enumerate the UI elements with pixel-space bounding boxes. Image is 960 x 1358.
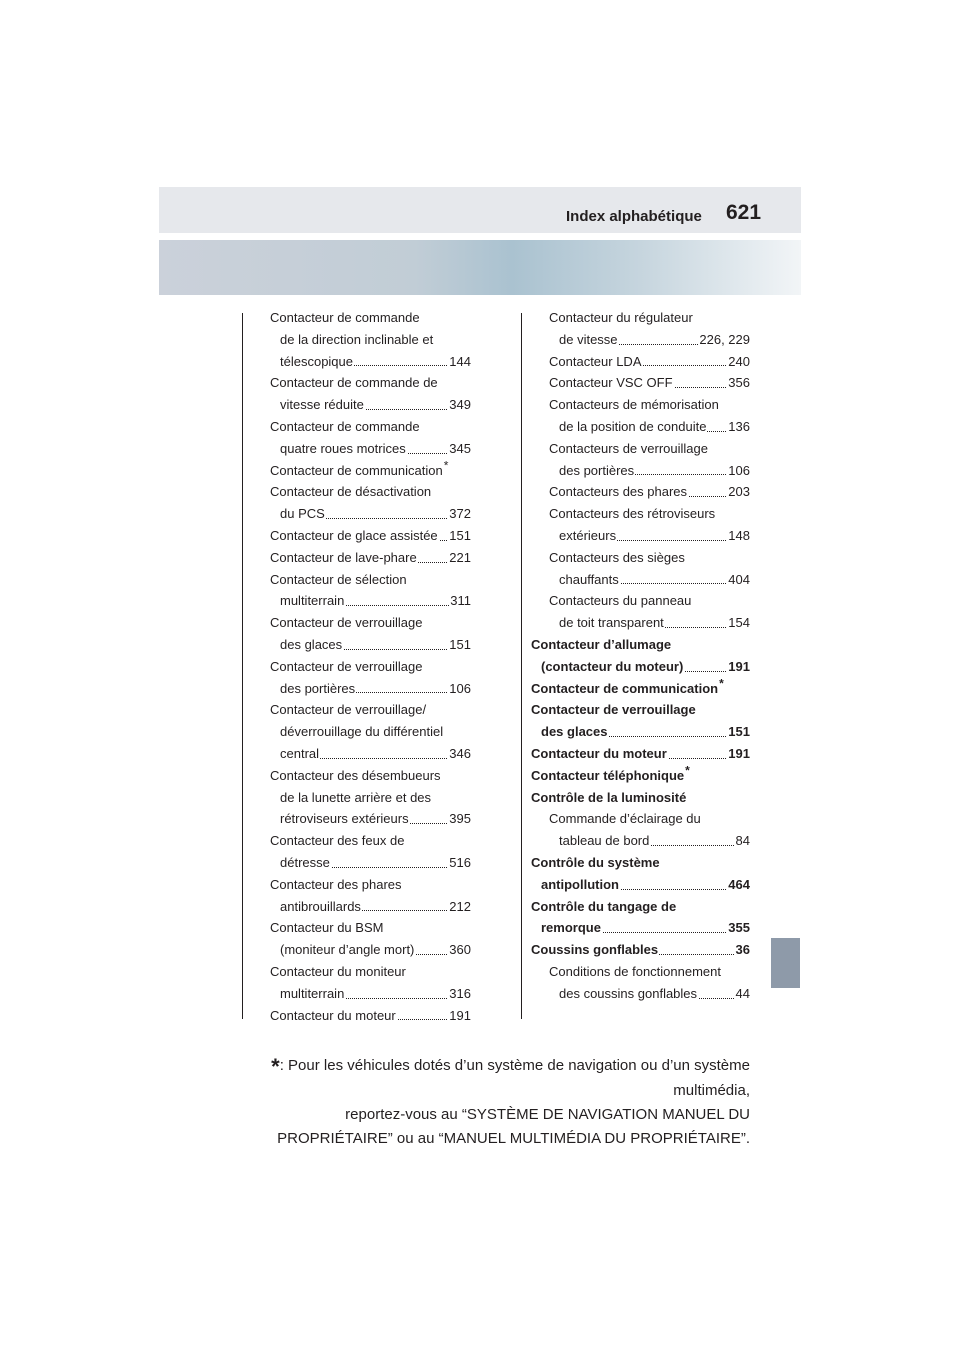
index-entry <box>531 307 750 351</box>
index-term: central <box>280 745 320 761</box>
index-term: de la position de conduite <box>559 418 707 434</box>
index-term: détresse <box>280 854 330 870</box>
index-entry <box>270 481 471 525</box>
index-term: Contacteur du BSM <box>270 920 384 936</box>
page-reference: 212 <box>448 896 471 918</box>
page-reference: 464 <box>727 874 750 896</box>
footnote-line-2: reportez-vous au “SYSTÈME DE NAVIGATION MANUEL DU <box>345 1106 750 1123</box>
page-reference: 36 <box>735 939 750 961</box>
index-term: Contacteur d’allumage <box>531 636 672 652</box>
index-entry-line <box>270 808 471 830</box>
index-entry-line <box>270 896 471 918</box>
index-term: multiterrain <box>280 985 345 1001</box>
index-term: des portières <box>559 462 635 478</box>
index-entry <box>270 699 471 764</box>
index-entry <box>270 460 471 482</box>
index-entry-line <box>270 699 471 721</box>
footnote-marker: * <box>719 676 724 691</box>
index-term: quatre roues motrices <box>280 440 406 456</box>
page-reference: 372 <box>448 503 471 525</box>
index-term: Contrôle de la luminosité <box>531 789 687 805</box>
page-reference: 144 <box>448 351 471 373</box>
index-entry-line <box>531 503 750 525</box>
index-entry <box>270 656 471 700</box>
index-entry-line <box>270 438 471 460</box>
page-reference: 151 <box>727 721 750 743</box>
index-entry <box>531 481 750 503</box>
index-entry-line <box>531 678 750 700</box>
index-term: Contacteur de verrouillage/ <box>270 702 427 718</box>
index-entry <box>270 961 471 1005</box>
index-term: Contacteur LDA <box>549 353 642 369</box>
index-term: rétroviseurs extérieurs <box>280 811 409 827</box>
index-entry-line <box>270 372 471 394</box>
index-term: de la direction inclinable et <box>280 331 434 347</box>
index-entry <box>270 307 471 372</box>
index-entry <box>531 547 750 591</box>
index-term: de vitesse <box>559 331 618 347</box>
index-entry-line <box>531 372 750 394</box>
page-reference: 191 <box>448 1005 471 1027</box>
index-entry <box>270 547 471 569</box>
index-entry-line <box>270 416 471 438</box>
page-reference: 311 <box>449 590 471 612</box>
index-entry-line <box>270 678 471 700</box>
page-reference: 346 <box>448 743 471 765</box>
index-entry-line <box>531 438 750 460</box>
index-entry-line <box>531 351 750 373</box>
index-left-column <box>270 307 471 1026</box>
index-entry <box>531 438 750 482</box>
index-term: Contacteur de verrouillage <box>270 615 423 631</box>
index-entry-line <box>270 852 471 874</box>
index-entry-line <box>270 547 471 569</box>
page-reference: 395 <box>448 808 471 830</box>
index-term: (moniteur d’angle mort) <box>280 942 415 958</box>
index-entry-line <box>531 612 750 634</box>
footnote <box>220 1054 750 1151</box>
index-entry-line <box>531 721 750 743</box>
index-term: antibrouillards <box>280 898 361 914</box>
index-term: des glaces <box>541 724 608 740</box>
index-entry <box>531 787 750 809</box>
index-entry-line <box>270 351 471 373</box>
index-entry-line <box>531 416 750 438</box>
index-entry-line <box>531 329 750 351</box>
section-tab <box>771 938 800 988</box>
index-entry <box>270 416 471 460</box>
index-term: des coussins gonflables <box>559 985 698 1001</box>
index-term: des glaces <box>280 636 343 652</box>
index-entry-line <box>270 460 471 482</box>
page-reference: 203 <box>727 481 750 503</box>
footnote-line-3: PROPRIÉTAIRE” ou au “MANUEL MULTIMÉDIA DU PROPRIÉTAIRE”. <box>277 1130 750 1147</box>
index-term: Contacteur VSC OFF <box>549 375 673 391</box>
index-entry-line <box>270 612 471 634</box>
index-term: Contacteur de communication <box>270 462 443 478</box>
index-entry-line <box>531 961 750 983</box>
index-term: extérieurs <box>559 527 617 543</box>
page-reference: 106 <box>727 460 750 482</box>
index-entry-line <box>270 590 471 612</box>
right-column-rule <box>521 313 522 1019</box>
index-term: chauffants <box>559 571 619 587</box>
page-reference: 148 <box>727 525 750 547</box>
index-term: Contrôle du système <box>531 854 660 870</box>
index-term: Contacteur de glace assistée <box>270 527 438 543</box>
index-entry-line <box>531 983 750 1005</box>
index-entry-line <box>531 634 750 656</box>
page-reference: 151 <box>448 634 471 656</box>
header-gradient-band <box>159 240 801 295</box>
index-term: Contacteur du moteur <box>531 745 667 761</box>
page-reference: 191 <box>727 656 750 678</box>
index-entry <box>270 1005 471 1027</box>
index-entry-line <box>531 590 750 612</box>
page-reference: 136 <box>727 416 750 438</box>
index-entry-line <box>531 765 750 787</box>
page-reference: 345 <box>448 438 471 460</box>
index-entry-line <box>531 917 750 939</box>
index-term: Contacteur de lave-phare <box>270 549 417 565</box>
index-entry-line <box>270 743 471 765</box>
index-entry-line <box>531 874 750 896</box>
index-entry <box>531 394 750 438</box>
index-entry-line <box>270 307 471 329</box>
index-entry-line <box>531 852 750 874</box>
index-term: Contacteur des phares <box>270 876 402 892</box>
index-entry-line <box>531 481 750 503</box>
page-reference: 356 <box>727 372 750 394</box>
index-entry <box>270 612 471 656</box>
index-term: Contacteur téléphonique <box>531 767 685 783</box>
index-entry <box>531 634 750 678</box>
index-term: antipollution <box>541 876 619 892</box>
index-entry <box>531 765 750 787</box>
footnote-marker: * <box>685 763 690 778</box>
index-entry-line <box>531 307 750 329</box>
index-entry <box>531 503 750 547</box>
index-entry-line <box>270 525 471 547</box>
index-entry-line <box>531 460 750 482</box>
index-term: Contacteurs de verrouillage <box>549 440 708 456</box>
index-term: Contacteur de verrouillage <box>270 658 423 674</box>
index-term: Contacteur du régulateur <box>549 310 693 325</box>
index-term: Contacteur de sélection <box>270 571 407 587</box>
index-term: des portières <box>280 680 356 696</box>
index-entry-line <box>531 808 750 830</box>
page-reference: 349 <box>448 394 471 416</box>
index-entry-line <box>270 503 471 525</box>
index-entry-line <box>531 569 750 591</box>
index-entry-line <box>531 525 750 547</box>
index-term: télescopique <box>280 353 353 369</box>
index-entry-line <box>531 547 750 569</box>
index-term: Contacteur de commande <box>270 310 420 325</box>
index-entry-line <box>270 1005 471 1027</box>
index-entry <box>531 896 750 940</box>
index-term: Contacteurs des sièges <box>549 549 685 565</box>
page-reference: 226, 229 <box>698 329 750 351</box>
index-term: déverrouillage du différentiel <box>280 724 444 740</box>
index-entry-line <box>531 656 750 678</box>
index-entry <box>270 765 471 830</box>
page-title: Index alphabétique <box>566 208 702 225</box>
index-entry-line <box>270 939 471 961</box>
index-term: du PCS <box>280 506 325 522</box>
index-entry <box>531 678 750 700</box>
page-reference: 44 <box>735 983 750 1005</box>
index-entry-line <box>531 743 750 765</box>
index-entry <box>531 808 750 852</box>
page-reference: 316 <box>448 983 471 1005</box>
index-entry-line <box>270 394 471 416</box>
page-reference: 516 <box>448 852 471 874</box>
index-entry <box>531 743 750 765</box>
index-term: Contacteurs des phares <box>549 484 688 500</box>
index-term: Contacteur du moteur <box>270 1007 396 1023</box>
index-entry <box>531 351 750 373</box>
index-entry-line <box>270 874 471 896</box>
index-entry <box>531 939 750 961</box>
page-reference: 404 <box>727 569 750 591</box>
index-entry <box>270 525 471 547</box>
index-term: Contacteur de verrouillage <box>531 702 696 718</box>
index-entry-line <box>270 787 471 809</box>
index-term: Contacteur de communication <box>531 680 719 696</box>
index-entry-line <box>531 394 750 416</box>
index-term: Contacteurs de mémorisation <box>549 397 719 413</box>
index-entry <box>270 569 471 613</box>
index-term: multiterrain <box>280 593 345 609</box>
index-entry <box>531 961 750 1005</box>
index-term: de toit transparent <box>559 615 664 631</box>
index-entry <box>270 917 471 961</box>
page-number: 621 <box>726 201 762 224</box>
index-entry <box>531 699 750 743</box>
index-entry <box>270 874 471 918</box>
page-reference: 355 <box>727 917 750 939</box>
index-entry-line <box>270 765 471 787</box>
index-right-column <box>531 307 750 1005</box>
index-entry <box>270 372 471 416</box>
index-entry <box>531 372 750 394</box>
index-entry-line <box>270 721 471 743</box>
index-entry-line <box>270 656 471 678</box>
page-reference: 151 <box>448 525 471 547</box>
index-term: de la lunette arrière et des <box>280 789 432 805</box>
index-entry-line <box>531 830 750 852</box>
index-entry-line <box>270 569 471 591</box>
index-entry <box>270 830 471 874</box>
index-entry-line <box>270 917 471 939</box>
page-reference: 221 <box>448 547 471 569</box>
index-entry-line <box>531 699 750 721</box>
index-term: Contacteur de commande <box>270 418 420 434</box>
page-reference: 106 <box>448 678 471 700</box>
index-term: Coussins gonflables <box>531 942 659 958</box>
index-entry <box>531 590 750 634</box>
page-reference: 154 <box>727 612 750 634</box>
footnote-star: * <box>271 1054 280 1079</box>
index-term: (contacteur du moteur) <box>541 658 684 674</box>
index-term: Contacteur de commande de <box>270 375 438 391</box>
index-entry-line <box>270 961 471 983</box>
header-bar <box>159 187 801 233</box>
index-entry-line <box>270 830 471 852</box>
index-entry-line <box>531 787 750 809</box>
index-term: Contacteur des désembueurs <box>270 767 441 783</box>
footnote-marker: * <box>443 458 449 473</box>
index-term: tableau de bord <box>559 833 650 849</box>
page-reference: 240 <box>727 351 750 373</box>
index-entry-line <box>270 634 471 656</box>
index-entry-line <box>270 481 471 503</box>
index-entry-line <box>270 983 471 1005</box>
index-term: vitesse réduite <box>280 397 364 413</box>
index-entry-line <box>531 896 750 918</box>
index-entry-line <box>270 329 471 351</box>
index-term: Contacteurs du panneau <box>549 593 692 609</box>
page-reference: 84 <box>735 830 750 852</box>
index-entry-line <box>531 939 750 961</box>
index-term: Contacteur de désactivation <box>270 484 432 500</box>
index-term: Contacteurs des rétroviseurs <box>549 506 716 522</box>
index-term: remorque <box>541 920 601 936</box>
index-term: Commande d’éclairage du <box>549 811 701 827</box>
index-term: Contacteur du moniteur <box>270 963 406 979</box>
index-term: Contrôle du tangage de <box>531 898 677 914</box>
index-term: Contacteur des feux de <box>270 833 405 849</box>
page-reference: 191 <box>727 743 750 765</box>
left-column-rule <box>242 313 243 1019</box>
footnote-line-1: : Pour les véhicules dotés d’un système de navigation ou d’un système multimédia, <box>279 1057 750 1099</box>
index-term: Conditions de fonctionnement <box>549 963 722 979</box>
index-entry <box>531 852 750 896</box>
page-reference: 360 <box>448 939 471 961</box>
